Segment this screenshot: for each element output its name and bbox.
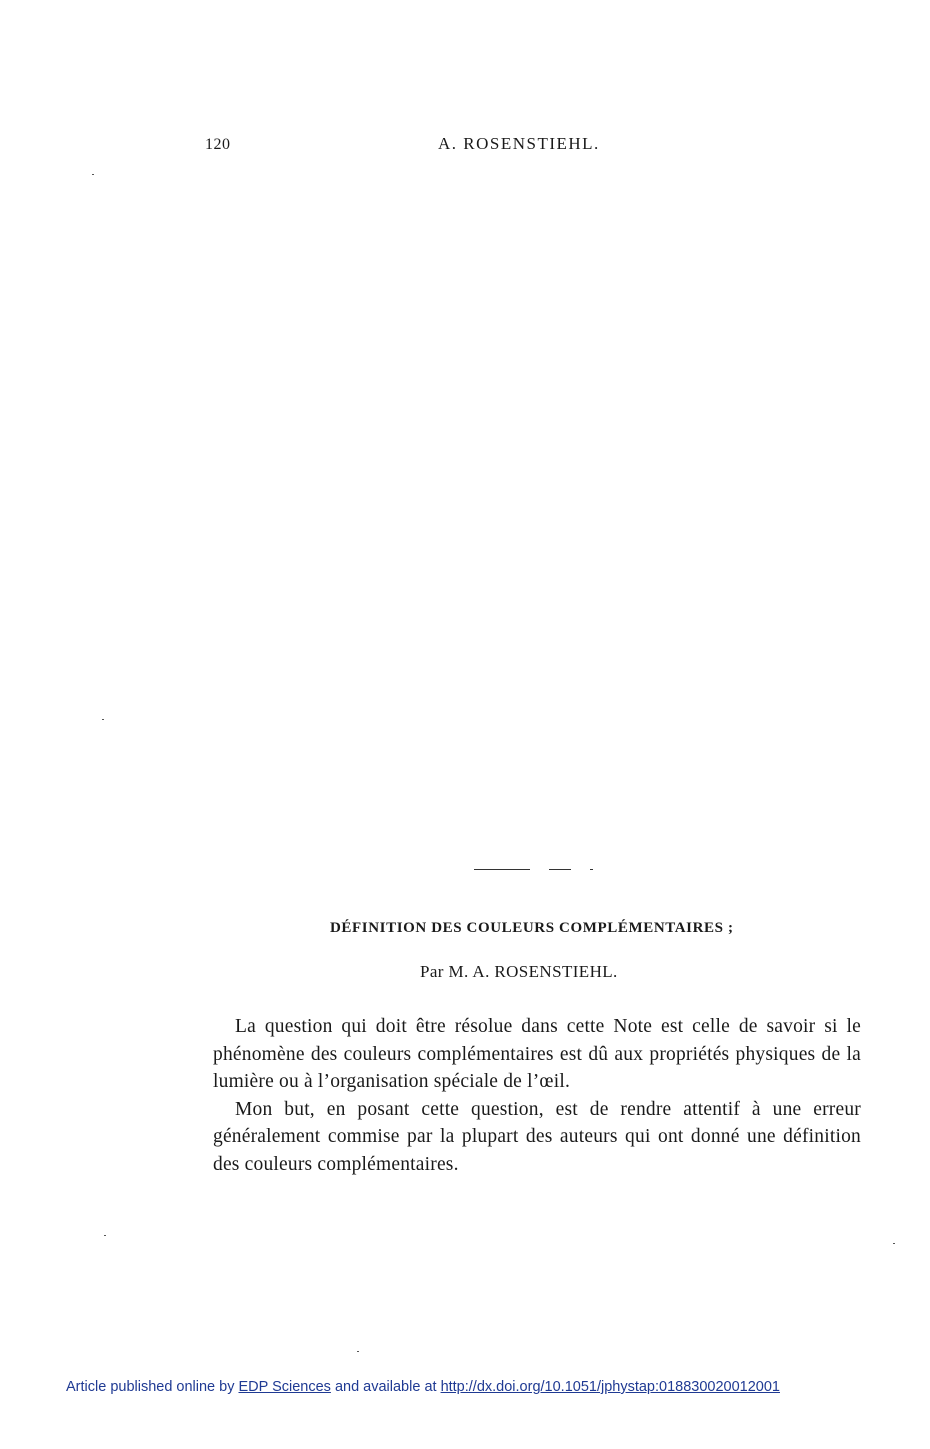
scan-speck (893, 1243, 895, 1244)
article-byline: Par M. A. ROSENSTIEHL. (420, 962, 618, 981)
footer-prefix: Article published online by (66, 1379, 235, 1395)
scan-speck (357, 1351, 359, 1352)
article-body (213, 1013, 861, 1178)
scan-speck (104, 1235, 106, 1236)
scan-speck (102, 719, 104, 720)
doi-link[interactable]: http://dx.doi.org/10.1051/jphystap:018830020012001 (440, 1379, 780, 1395)
publication-footer (66, 1379, 780, 1395)
article-title: DÉFINITION DES COULEURS COMPLÉMENTAIRES ; (330, 920, 734, 936)
paragraph: La question qui doit être résolue dans cette Note est celle de savoir si le phénomène des couleurs complémentaires est dû aux propriétés physiques de la lumière ou à l’organisation spéciale de l’œil. (213, 1016, 861, 1092)
section-separator-rule (590, 869, 593, 870)
page-number: 120 (205, 136, 231, 153)
section-separator-rule (549, 869, 571, 870)
footer-middle: and available at (334, 1379, 437, 1395)
section-separator-rule (474, 869, 530, 870)
paragraph: Mon but, en posant cette question, est de rendre attentif à une erreur généralement commise par la plupart des auteurs qui ont donné une définition des couleurs complémentaires. (213, 1098, 861, 1175)
publisher-link[interactable]: EDP Sciences (238, 1379, 331, 1395)
scan-speck (92, 174, 94, 175)
running-head: A. ROSENSTIEHL. (438, 134, 600, 153)
